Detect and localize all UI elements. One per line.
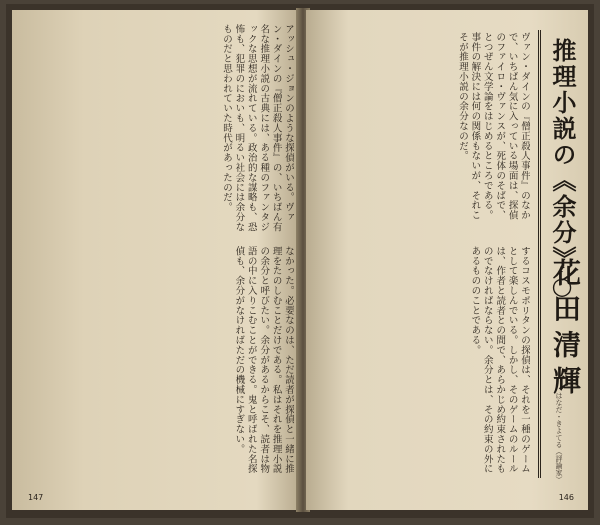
open-book (6, 4, 594, 518)
article-author: 花田清輝 (549, 258, 582, 402)
right-page-lower-text: するコスモポリタンの探偵は、それを一種のゲームとして楽しんでいる。しかし、そのゲームのルールは、作者と読者との間で、あらかじめ約束されたものでなければならない。余分とは、その約束の外にあるもののことである。 (469, 246, 530, 474)
right-page-upper-text: ヴァン・ダインの『僧正殺人事件』のなかで、いちばん気に入っている場面は、探偵のファイロ・ヴァンスが、死体のそばで、とつぜん文学論をはじめるところである。事件の解決には何の関係もないが、それこそが推理小説の余分なのだ。 (456, 32, 530, 221)
left-page (12, 10, 300, 510)
author-note: はなだ・きよてる（評論家） (555, 392, 563, 483)
right-page-number: 146 (558, 493, 574, 502)
left-page-upper-text: アッシュ・ジョンのような探偵がいる。ヴァン・ダインの『僧正殺人事件』の、いちばん有名な推理小説の古典には、ある種のファンタジックな思想が流れている。政治的な謀略も、恐怖も、犯罪のにおいも、明るい社会には余分なものだと思われていた時代があったのだ。 (220, 24, 294, 232)
left-page-lower-text: なかった。必要なのは、ただ読者が探偵と一緒に推理をたのしむことだけである。私はそれを推理小説の余分と呼びたい。余分があるからこそ、読者は物語の中に入りこむことができる。鬼と呼ばれた名探偵も、余分がなければただの機械にすぎない。 (233, 246, 294, 474)
article-title: 推理小説の《余分》○ (548, 38, 576, 302)
left-page-number: 147 (28, 493, 44, 502)
right-page (306, 10, 588, 510)
